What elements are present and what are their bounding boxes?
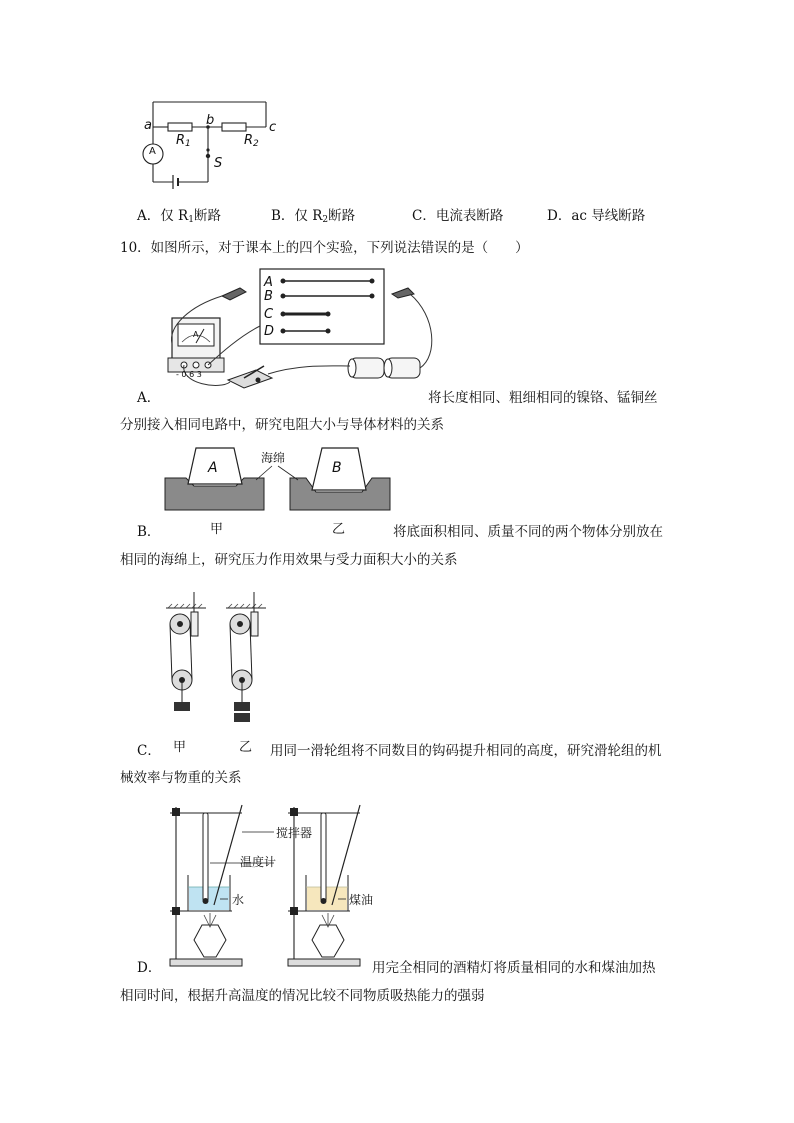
q10-d-figure [162,795,382,970]
b-jia-label: 甲 [210,522,224,537]
switch-label: S [214,156,223,171]
q10-option-c-letter[interactable]: C． [137,743,161,759]
q10-option-b-text-1: 将底面积相同、质量不同的两个物体分别放在 [393,524,663,540]
wire-label-b: B [264,289,273,304]
q9-circuit-figure [140,96,285,196]
r2-label: $R_2$ [244,133,259,149]
q10-a-figure [160,266,440,394]
water-label: 水 [232,893,245,907]
q10-option-d-letter[interactable]: D． [137,960,162,976]
node-b-label: b [206,113,215,128]
q10-option-a-text-1: 将长度相同、粗细相同的镍铬、锰铜丝 [428,390,658,406]
q10-option-d-text-2: 相同时间，根据升高温度的情况比较不同物质吸热能力的强弱 [120,988,485,1004]
block-b-label: B [332,460,342,476]
q10-option-d-text-1: 用完全相同的酒精灯将质量相同的水和煤油加热 [372,960,656,976]
stirrer-label: 搅拌器 [276,826,313,840]
pulley-experiment-diagram [160,578,280,728]
q10-c-figure [160,578,280,760]
c-jia-label: 甲 [173,740,187,755]
q10-option-b-letter[interactable]: B． [137,524,161,540]
q9-option-d[interactable]: D．ac 导线断路 [547,208,646,224]
thermometer-label: 温度计 [240,855,277,869]
block-a-label: A [208,460,218,476]
b-yi-label: 乙 [332,522,346,537]
q10-stem: 10．如图所示，对于课本上的四个实验，下列说法错误的是（ ） [120,240,529,256]
heat-absorption-experiment-diagram [162,795,382,970]
q10-b-figure [160,440,400,540]
q10-option-a-letter[interactable]: A． [137,390,161,406]
kerosene-label: 煤油 [349,893,374,907]
q10-option-c-text-2: 械效率与物重的关系 [120,770,242,786]
r1-label: $R_1$ [176,133,191,149]
resistance-experiment-diagram [160,266,440,394]
sponge-label: 海绵 [261,451,286,465]
q10-option-b-text-2: 相同的海绵上，研究压力作用效果与受力面积大小的关系 [120,552,458,568]
wire-label-d: D [264,324,275,339]
q9-circuit-diagram [140,96,285,196]
meter-terminals: - 0.6 3 [176,370,202,379]
q9-option-a[interactable]: A．仅 $R_1$断路 [137,208,221,225]
wire-label-a: A [264,275,273,290]
q10-option-a-text-2: 分别接入相同电路中，研究电阻大小与导体材料的关系 [120,417,444,433]
node-a-label: a [144,118,152,133]
node-c-label: c [269,120,277,135]
q10-option-c-text-1: 用同一滑轮组将不同数目的钩码提升相同的高度，研究滑轮组的机 [270,743,662,759]
meter-letter: A [193,330,199,339]
q9-option-b[interactable]: B．仅 $R_2$断路 [271,208,356,225]
wire-label-c: C [264,307,274,322]
c-yi-label: 乙 [239,740,253,755]
ammeter-symbol-label: A [149,146,156,157]
q9-option-c[interactable]: C．电流表断路 [412,208,504,224]
